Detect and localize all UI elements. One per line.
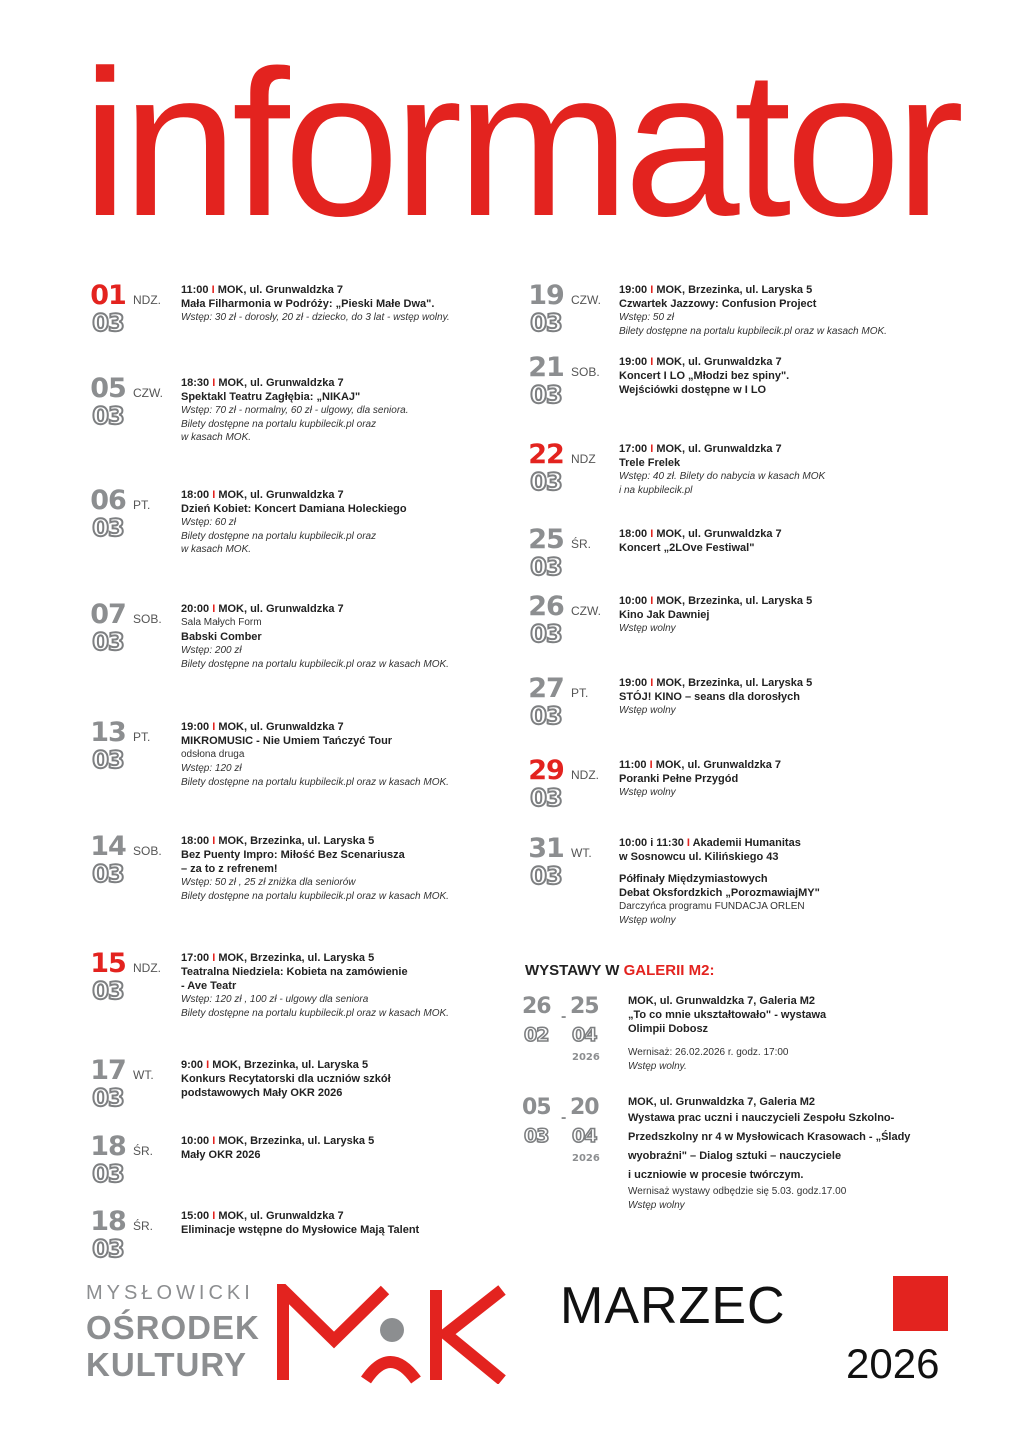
event-weekday: ŚR. xyxy=(133,1219,154,1233)
event-weekday: CZW. xyxy=(571,293,601,307)
event-month: 03 xyxy=(92,628,124,656)
event-note: Wstęp: 120 zł , 100 zł - ulgowy dla seniora xyxy=(181,994,369,1005)
event-title: Kino Jak Dawniej xyxy=(619,609,710,621)
end-day: 25 xyxy=(570,994,599,1019)
date-dash: - xyxy=(561,1109,567,1126)
event-month: 03 xyxy=(530,784,562,812)
event-info xyxy=(619,594,979,636)
exhibition-detail: Olimpii Dobosz xyxy=(628,1023,709,1035)
event-time-location xyxy=(181,602,541,616)
event-title: - Ave Teatr xyxy=(181,980,237,992)
event-location: MOK, ul. Grunwaldzka 7 xyxy=(218,377,344,389)
event-note: Wstęp wolny xyxy=(619,705,676,716)
event-detail: Sala Małych Form xyxy=(181,617,262,628)
event-title: – za to z refrenem! xyxy=(181,863,278,875)
event-info xyxy=(181,951,541,1020)
event-weekday: NDZ. xyxy=(571,768,599,782)
red-square-mark xyxy=(893,1276,948,1331)
date-badge xyxy=(85,717,131,774)
event-day: 07 xyxy=(90,599,126,630)
event-title: Wejściówki dostępne w I LO xyxy=(619,384,767,396)
event-title: STÓJ! KINO – seans dla dorosłych xyxy=(619,691,800,703)
event-note: Bilety dostępne na portalu kupbilecik.pl oraz w kasach MOK. xyxy=(181,890,449,902)
date-badge xyxy=(523,591,569,648)
event-location: MOK, ul. Grunwaldzka 7 xyxy=(656,443,782,455)
event-day: 22 xyxy=(528,439,564,470)
event-detail: odsłona druga xyxy=(181,749,245,760)
org-name-line3: KULTURY xyxy=(86,1346,247,1383)
date-badge xyxy=(523,673,569,730)
event-time: 10:00 i 11:30 xyxy=(619,837,684,849)
event-weekday: ŚR. xyxy=(571,537,592,551)
event-title: Mały OKR 2026 xyxy=(181,1149,261,1161)
event-info xyxy=(619,283,979,338)
event-month: 03 xyxy=(92,402,124,430)
separator-bar: I xyxy=(209,377,219,389)
event-note: Wstęp: 50 zł xyxy=(619,312,675,323)
event-day: 27 xyxy=(528,673,564,704)
event-month: 03 xyxy=(530,862,562,890)
event-note: Bilety dostępne na portalu kupbilecik.pl oraz w kasach MOK. xyxy=(181,776,449,788)
date-badge xyxy=(85,485,131,542)
event-time: 17:00 xyxy=(619,443,648,455)
date-badge xyxy=(85,280,131,337)
event-title: Trele Frelek xyxy=(619,457,681,469)
event-weekday: NDZ. xyxy=(133,293,161,307)
event-location: MOK, Brzezinka, ul. Laryska 5 xyxy=(656,677,813,689)
date-dash: - xyxy=(561,1008,567,1025)
separator-bar: I xyxy=(647,356,657,368)
event-day: 31 xyxy=(528,833,564,864)
exhibition-detail: Wystawa prac uczni i nauczycieli Zespołu Szkolno- xyxy=(628,1112,895,1124)
event-month: 03 xyxy=(530,553,562,581)
event-month: 03 xyxy=(530,702,562,730)
event-location: MOK, Brzezinka, ul. Laryska 5 xyxy=(218,835,375,847)
date-badge xyxy=(523,352,569,409)
separator-bar: I xyxy=(647,595,657,607)
event-detail: Darczyńca programu FUNDACJA ORLEN xyxy=(619,901,805,912)
event-info xyxy=(181,283,541,325)
event-location: Akademii Humanitas xyxy=(692,837,801,849)
event-time: 17:00 xyxy=(181,952,210,964)
event-day: 06 xyxy=(90,485,126,516)
event-time: 15:00 xyxy=(181,1210,210,1222)
event-info xyxy=(619,676,979,718)
event-time-location xyxy=(181,488,541,502)
event-time-location xyxy=(619,355,979,369)
event-title: Teatralna Niedziela: Kobieta na zamówienie xyxy=(181,966,408,978)
event-time-location xyxy=(619,676,979,690)
exhibitions-heading-prefix: WYSTAWY W xyxy=(525,962,624,979)
event-location: MOK, ul. Grunwaldzka 7 xyxy=(217,284,343,296)
event-location: MOK, ul. Grunwaldzka 7 xyxy=(656,528,782,540)
event-weekday: PT. xyxy=(571,686,589,700)
month-label: MARZEC xyxy=(560,1277,786,1335)
date-badge xyxy=(523,280,569,337)
event-note: i na kupbilecik.pl xyxy=(619,484,693,496)
date-badge xyxy=(523,833,569,890)
start-day: 26 xyxy=(522,994,551,1019)
event-note: Bilety dostępne na portalu kupbilecik.pl oraz w kasach MOK. xyxy=(619,325,887,337)
exhibition-detail: MOK, ul. Grunwaldzka 7, Galeria M2 xyxy=(628,1096,816,1108)
event-info xyxy=(619,442,979,497)
event-day: 18 xyxy=(90,1206,126,1237)
end-month: 04 xyxy=(572,1024,597,1046)
event-note: Wstęp: 120 zł xyxy=(181,763,242,774)
org-name-line2: OŚRODEK xyxy=(86,1309,260,1346)
separator-bar: I xyxy=(647,284,657,296)
exhibition-info xyxy=(628,1095,928,1213)
event-time-location xyxy=(619,442,979,456)
event-day: 05 xyxy=(90,373,126,404)
event-info xyxy=(181,834,541,903)
separator-bar: I xyxy=(647,677,657,689)
event-title: Koncert I LO „Młodzi bez spiny". xyxy=(619,370,790,382)
event-location: MOK, ul. Grunwaldzka 7 xyxy=(218,1210,344,1222)
event-time: 11:00 xyxy=(619,759,647,771)
event-title: Poranki Pełne Przygód xyxy=(619,773,739,785)
event-location: MOK, ul. Grunwaldzka 7 xyxy=(656,356,782,368)
event-month: 03 xyxy=(92,1160,124,1188)
event-time-location xyxy=(181,720,541,734)
event-note: w kasach MOK. xyxy=(181,432,252,443)
event-note: Wstęp: 70 zł - normalny, 60 zł - ulgowy, dla seniora. xyxy=(181,405,409,416)
event-day: 01 xyxy=(90,280,126,311)
event-weekday: PT. xyxy=(133,498,151,512)
event-weekday: SOB. xyxy=(133,612,162,626)
event-note: Wstęp wolny xyxy=(619,915,676,926)
date-badge xyxy=(523,439,569,496)
event-info xyxy=(181,1134,541,1162)
exhibition-detail: Wernisaż wystawy odbędzie się 5.03. godz.17.00 xyxy=(628,1186,847,1197)
date-badge xyxy=(85,1206,131,1263)
event-time-location xyxy=(619,836,979,850)
exhibition-date-range xyxy=(520,1095,616,1165)
event-title: Spektakl Teatru Zagłębia: „NIKAJ" xyxy=(181,391,361,403)
separator-bar: I xyxy=(647,443,657,455)
exhibition-detail: MOK, ul. Grunwaldzka 7, Galeria M2 xyxy=(628,995,816,1007)
event-time-location xyxy=(619,527,979,541)
date-badge xyxy=(523,755,569,812)
event-month: 03 xyxy=(92,860,124,888)
exhibition-date-range xyxy=(520,994,616,1064)
exhibition-detail: Przedszkolny nr 4 w Mysłowicach Krasowach - „Ślady xyxy=(628,1131,911,1143)
separator-bar: I xyxy=(209,1135,219,1147)
separator-bar: I xyxy=(203,1059,213,1071)
event-time: 20:00 xyxy=(181,603,210,615)
separator-bar: I xyxy=(209,835,219,847)
event-time-location xyxy=(619,594,979,608)
event-time: 19:00 xyxy=(619,284,648,296)
start-month: 02 xyxy=(524,1024,549,1046)
event-day: 19 xyxy=(528,280,564,311)
event-weekday: NDZ. xyxy=(133,961,161,975)
event-time: 19:00 xyxy=(619,677,648,689)
exhibition-note: Wstęp wolny. xyxy=(628,1061,687,1072)
exhibition-year: 2026 xyxy=(572,1052,600,1063)
event-time-location xyxy=(181,1209,541,1223)
event-title: Koncert „2LOve Festiwal" xyxy=(619,542,755,554)
separator-bar: I xyxy=(208,284,218,296)
event-day: 15 xyxy=(90,948,126,979)
event-note: w kasach MOK. xyxy=(181,544,252,555)
event-time-location xyxy=(181,834,541,848)
date-badge xyxy=(85,1131,131,1188)
event-note: Wstęp wolny xyxy=(619,787,676,798)
event-day: 29 xyxy=(528,755,564,786)
separator-bar: I xyxy=(646,759,656,771)
event-location: MOK, ul. Grunwaldzka 7 xyxy=(218,603,344,615)
event-weekday: CZW. xyxy=(133,386,163,400)
event-month: 03 xyxy=(92,977,124,1005)
exhibition-detail: wyobraźni" – Dialog sztuki – nauczyciele xyxy=(628,1150,842,1162)
start-month: 03 xyxy=(524,1125,549,1147)
event-weekday: CZW. xyxy=(571,604,601,618)
date-badge xyxy=(85,373,131,430)
year-label: 2026 xyxy=(846,1340,940,1387)
event-info xyxy=(619,355,979,397)
event-day: 13 xyxy=(90,717,126,748)
start-day: 05 xyxy=(522,1095,551,1120)
event-weekday: SOB. xyxy=(133,844,162,858)
event-info xyxy=(181,720,541,789)
event-time: 18:00 xyxy=(181,489,210,501)
date-badge xyxy=(85,831,131,888)
event-time: 19:00 xyxy=(619,356,648,368)
event-title: Eliminacje wstępne do Mysłowice Mają Talent xyxy=(181,1224,420,1236)
date-badge xyxy=(85,948,131,1005)
event-month: 03 xyxy=(92,514,124,542)
event-time: 11:00 xyxy=(181,284,209,296)
event-note: Wstęp: 200 zł xyxy=(181,645,242,656)
event-time: 10:00 xyxy=(619,595,648,607)
event-weekday: ŚR. xyxy=(133,1144,154,1158)
event-time-location xyxy=(181,283,541,297)
event-location: MOK, Brzezinka, ul. Laryska 5 xyxy=(656,595,813,607)
event-time: 18:00 xyxy=(181,835,210,847)
event-note: Bilety dostępne na portalu kupbilecik.pl oraz w kasach MOK. xyxy=(181,658,449,670)
event-note: Bilety dostępne na portalu kupbilecik.pl oraz xyxy=(181,418,377,430)
event-location: MOK, Brzezinka, ul. Laryska 5 xyxy=(212,1059,369,1071)
event-month: 03 xyxy=(530,468,562,496)
event-time: 10:00 xyxy=(181,1135,210,1147)
date-badge xyxy=(523,524,569,581)
end-day: 20 xyxy=(570,1095,599,1120)
separator-bar: I xyxy=(209,1210,219,1222)
event-info xyxy=(181,1209,541,1237)
page-title: informator xyxy=(82,28,959,260)
event-time-location xyxy=(619,283,979,297)
event-time-location xyxy=(181,1134,541,1148)
event-note: Wstęp: 60 zł xyxy=(181,517,237,528)
separator-bar: I xyxy=(647,528,657,540)
exhibitions-heading xyxy=(525,962,714,979)
event-title: Konkurs Recytatorski dla uczniów szkół xyxy=(181,1073,391,1085)
event-info xyxy=(619,836,979,928)
end-month: 04 xyxy=(572,1125,597,1147)
event-note: Bilety dostępne na portalu kupbilecik.pl oraz xyxy=(181,530,377,542)
event-day: 21 xyxy=(528,352,564,383)
event-time: 18:00 xyxy=(619,528,648,540)
event-day: 26 xyxy=(528,591,564,622)
event-title: Mała Filharmonia w Podróży: „Pieski Małe Dwa". xyxy=(181,298,435,310)
event-day: 14 xyxy=(90,831,126,862)
event-location: MOK, ul. Grunwaldzka 7 xyxy=(218,721,344,733)
exhibition-info xyxy=(628,994,928,1074)
event-time: 19:00 xyxy=(181,721,210,733)
event-time-location xyxy=(181,376,541,390)
exhibition-detail: i uczniowie w procesie twórczym. xyxy=(628,1169,804,1181)
event-location: MOK, ul. Grunwaldzka 7 xyxy=(655,759,781,771)
event-title: Półfinały Międzymiastowych xyxy=(619,873,768,885)
event-title: w Sosnowcu ul. Kilińskiego 43 xyxy=(619,851,779,863)
event-month: 03 xyxy=(530,381,562,409)
separator-bar: I xyxy=(683,837,693,849)
event-day: 17 xyxy=(90,1055,126,1086)
event-location: MOK, ul. Grunwaldzka 7 xyxy=(218,489,344,501)
date-badge xyxy=(85,1055,131,1112)
event-info xyxy=(619,527,979,555)
event-title: Dzień Kobiet: Koncert Damiana Holeckiego xyxy=(181,503,407,515)
event-weekday: WT. xyxy=(133,1068,154,1082)
event-location: MOK, Brzezinka, ul. Laryska 5 xyxy=(218,1135,375,1147)
event-info xyxy=(181,376,541,445)
event-info xyxy=(619,758,979,800)
separator-bar: I xyxy=(209,952,219,964)
exhibitions-heading-gallery: GALERII M2: xyxy=(623,962,715,979)
event-weekday: NDZ xyxy=(571,452,596,466)
event-weekday: SOB. xyxy=(571,365,600,379)
event-info xyxy=(181,1058,541,1100)
exhibition-detail: Wernisaż: 26.02.2026 r. godz. 17:00 xyxy=(628,1047,789,1058)
separator-bar: I xyxy=(209,489,219,501)
event-note: Wstęp: 40 zł. Bilety do nabycia w kasach MOK xyxy=(619,471,826,482)
date-badge xyxy=(85,599,131,656)
mok-logo xyxy=(276,1284,510,1384)
event-location: MOK, Brzezinka, ul. Laryska 5 xyxy=(218,952,375,964)
event-location: MOK, Brzezinka, ul. Laryska 5 xyxy=(656,284,813,296)
event-time-location xyxy=(181,951,541,965)
event-month: 03 xyxy=(530,620,562,648)
separator-bar: I xyxy=(209,603,219,615)
exhibition-note: Wstęp wolny xyxy=(628,1200,685,1211)
event-month: 03 xyxy=(92,1084,124,1112)
event-info xyxy=(181,602,541,671)
event-time-location xyxy=(619,758,979,772)
event-weekday: WT. xyxy=(571,846,592,860)
event-day: 25 xyxy=(528,524,564,555)
event-note: Wstęp: 50 zł , 25 zł zniżka dla seniorów xyxy=(181,877,356,888)
event-note: Wstęp: 30 zł - dorosły, 20 zł - dziecko, do 3 lat - wstęp wolny. xyxy=(181,312,450,323)
separator-bar: I xyxy=(209,721,219,733)
event-month: 03 xyxy=(92,309,124,337)
event-time: 9:00 xyxy=(181,1059,204,1071)
event-title: MIKROMUSIC - Nie Umiem Tańczyć Tour xyxy=(181,735,393,747)
event-note: Wstęp wolny xyxy=(619,623,676,634)
exhibition-detail: „To co mnie ukształtowało" - wystawa xyxy=(628,1009,827,1021)
event-month: 03 xyxy=(92,1235,124,1263)
event-info xyxy=(181,488,541,557)
event-title: Bez Puenty Impro: Miłość Bez Scenariusza xyxy=(181,849,405,861)
event-time: 18:30 xyxy=(181,377,210,389)
event-time-location xyxy=(181,1058,541,1072)
event-title: Czwartek Jazzowy: Confusion Project xyxy=(619,298,817,310)
event-title: Debat Oksfordzkich „PorozmawiajMY" xyxy=(619,887,820,899)
event-month: 03 xyxy=(530,309,562,337)
event-day: 18 xyxy=(90,1131,126,1162)
event-note: Bilety dostępne na portalu kupbilecik.pl oraz w kasach MOK. xyxy=(181,1007,449,1019)
event-title: podstawowych Mały OKR 2026 xyxy=(181,1087,343,1099)
event-weekday: PT. xyxy=(133,730,151,744)
exhibition-year: 2026 xyxy=(572,1153,600,1164)
event-title: Babski Comber xyxy=(181,631,262,643)
event-month: 03 xyxy=(92,746,124,774)
org-name-line1: MYSŁOWICKI xyxy=(86,1282,254,1304)
